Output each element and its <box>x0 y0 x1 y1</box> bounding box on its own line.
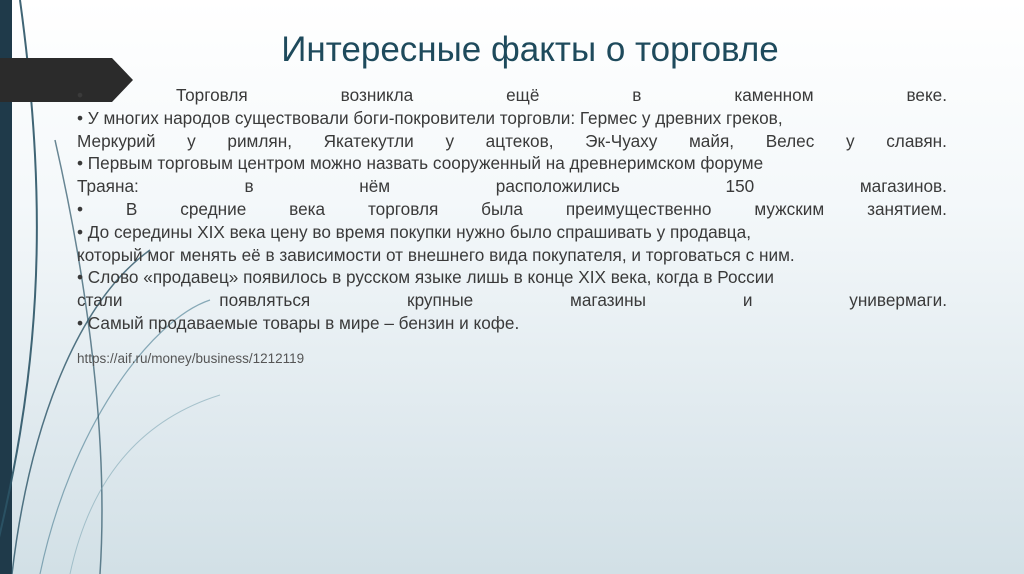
body-word: у <box>845 130 855 151</box>
body-line: • До середины XIX века цену во время покупки нужно было спрашивать у продавца, <box>77 221 751 242</box>
body-word: мужским <box>754 198 825 219</box>
body-word: преимущественно <box>565 198 712 219</box>
body-word: 150 <box>725 176 755 197</box>
body-line: который мог менять её в зависимости от внешнего вида покупателя, и торговаться с ним. <box>77 244 795 265</box>
body-word: В <box>125 198 138 219</box>
body-word: расположились <box>495 176 620 197</box>
slide-title: Интересные факты о торговле <box>281 30 779 69</box>
body-word: нём <box>359 176 391 197</box>
body-word: • <box>77 198 84 219</box>
slide-body-text <box>77 84 947 335</box>
body-word: стали <box>77 290 123 311</box>
source-link[interactable]: https://aif.ru/money/business/1212119 <box>77 351 305 366</box>
body-word: ацтеков, <box>485 130 554 151</box>
body-word: Эк-Чуаху <box>585 130 658 151</box>
body-word: Велес <box>765 130 815 151</box>
body-line: • Слово «продавец» появилось в русском языке лишь в конце XIX века, когда в России <box>77 267 774 288</box>
body-line: • У многих народов существовали боги-покровители торговли: Гермес у древних греков, <box>77 107 783 128</box>
body-word: занятием. <box>867 198 947 219</box>
body-word: славян. <box>886 130 947 151</box>
body-word: • <box>77 85 84 105</box>
body-word: у <box>187 130 196 151</box>
body-line: • Первым торговым центром можно назвать сооруженный на древнеримском форуме <box>77 153 764 174</box>
body-word: римлян, <box>227 130 292 151</box>
body-word: в <box>244 176 254 197</box>
body-word: веке. <box>906 85 947 105</box>
body-word: магазинов. <box>859 176 947 197</box>
body-word: возникла <box>340 85 414 105</box>
body-word: майя, <box>688 130 735 151</box>
body-line <box>77 175 947 198</box>
body-line <box>77 198 947 221</box>
body-word: средние <box>180 198 247 219</box>
body-word: в <box>632 85 642 105</box>
body-word: Якатекутли <box>323 130 414 151</box>
body-word: Торговля <box>175 85 248 105</box>
body-word: появляться <box>219 290 311 311</box>
body-word: магазины <box>570 290 647 311</box>
body-word: крупные <box>407 290 474 311</box>
body-word: Меркурий <box>77 130 156 151</box>
body-line <box>77 130 947 153</box>
body-word: торговля <box>367 198 439 219</box>
body-word: у <box>445 130 455 151</box>
body-word: универмаги. <box>849 290 947 311</box>
body-word: и <box>742 290 753 311</box>
body-word: каменном <box>734 85 814 105</box>
body-line <box>77 289 947 312</box>
body-word: ещё <box>506 85 540 105</box>
body-word: века <box>289 198 326 219</box>
body-word: была <box>481 198 523 219</box>
body-word: Траяна: <box>77 176 139 197</box>
body-line: • Самый продаваемые товары в мире – бензин и кофе. <box>77 312 520 333</box>
body-line <box>77 84 947 107</box>
